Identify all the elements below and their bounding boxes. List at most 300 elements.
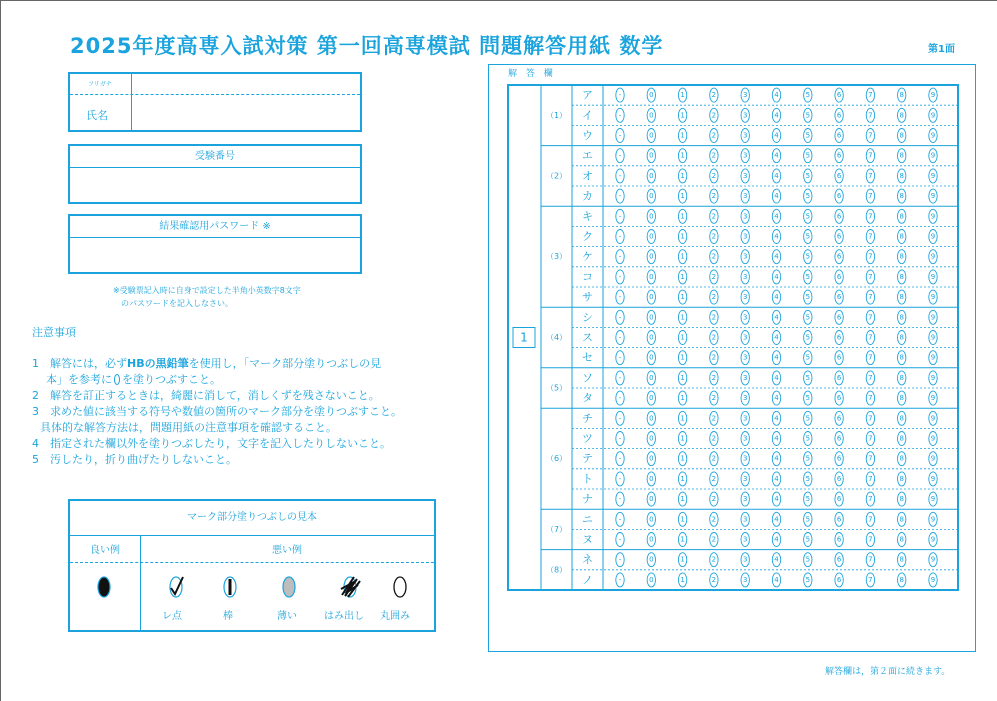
answer-bubble-digit: 4 xyxy=(774,171,779,180)
answer-bubble-digit: 7 xyxy=(868,414,873,423)
answer-bubble-digit: 8 xyxy=(899,434,904,443)
answer-bubble-digit: 3 xyxy=(742,313,748,322)
answer-bubble-digit: 1 xyxy=(680,252,685,261)
answer-bubble-digit: 8 xyxy=(899,414,904,423)
answer-bubble-digit: 7 xyxy=(868,353,873,362)
answer-bubble-digit: - xyxy=(618,151,622,160)
answer-bubble-digit: - xyxy=(618,555,622,564)
answer-bubble-digit: 3 xyxy=(742,535,748,544)
answer-bubble-digit: 3 xyxy=(742,272,748,281)
answer-bubble-digit: 4 xyxy=(774,535,779,544)
answer-bubble-digit: 8 xyxy=(899,394,904,403)
answer-bubble-digit: 6 xyxy=(836,313,842,322)
exam-number-title: 受験番号 xyxy=(70,146,360,168)
answer-bubble-digit: 1 xyxy=(680,232,685,241)
answer-bubble-digit: 9 xyxy=(930,313,936,322)
answer-bubble-digit: 3 xyxy=(742,91,748,100)
answer-row-label: ス xyxy=(582,331,593,344)
answer-bubble-digit: 1 xyxy=(680,272,685,281)
continue-note: 解答欄は，第２面に続きます。 xyxy=(825,667,951,677)
answer-row-label: ソ xyxy=(582,371,593,385)
answer-bubble-digit: 0 xyxy=(649,555,654,564)
answer-bubble-digit: 4 xyxy=(774,394,779,403)
note-item-4: 4 指定された欄以外を塗りつぶしたり，文字を記入したりしないこと。 xyxy=(32,437,391,450)
answer-bubble-digit: 8 xyxy=(899,192,904,201)
answer-row-label: ウ xyxy=(582,129,593,142)
answer-bubble-digit: 8 xyxy=(899,131,904,140)
answer-bubble-digit: 5 xyxy=(805,474,811,483)
answer-bubble-digit: - xyxy=(618,454,622,463)
answer-bubble-digit: 9 xyxy=(930,474,936,483)
answer-bubble-digit: 9 xyxy=(930,414,936,423)
answer-bubble-digit: 0 xyxy=(649,131,654,140)
answer-bubble-digit: 9 xyxy=(930,575,936,584)
answer-bubble-digit: 2 xyxy=(711,131,717,140)
answer-bubble-digit: 8 xyxy=(899,333,904,342)
answer-bubble-digit: 6 xyxy=(836,272,842,281)
answer-bubble-digit: 7 xyxy=(868,212,873,221)
answer-bubble-digit: 5 xyxy=(805,434,811,443)
answer-bubble-digit: 0 xyxy=(649,91,654,100)
answer-bubble-digit: 9 xyxy=(930,151,936,160)
answer-bubble-digit: 2 xyxy=(711,212,717,221)
answer-bubble-digit: 4 xyxy=(774,414,779,423)
answer-bubble-digit: - xyxy=(618,293,622,302)
answer-bubble-digit: 0 xyxy=(649,454,654,463)
answer-bubble-digit: 0 xyxy=(649,232,654,241)
answer-bubble-digit: - xyxy=(618,373,622,382)
answer-bubble-digit: 1 xyxy=(680,151,685,160)
answer-row-label: ツ xyxy=(582,432,593,445)
answer-bubble-digit: - xyxy=(618,414,622,423)
answer-bubble-digit: 2 xyxy=(711,353,717,362)
answer-bubble-digit: 1 xyxy=(680,454,685,463)
answer-bubble-digit: 4 xyxy=(774,515,779,524)
answer-bubble-digit: 7 xyxy=(868,171,873,180)
answer-bubble-digit: 4 xyxy=(774,333,779,342)
answer-bubble-digit: - xyxy=(618,515,622,524)
answer-row-label: テ xyxy=(582,452,593,466)
answer-bubble-digit: 0 xyxy=(649,192,654,201)
answer-bubble-digit: 0 xyxy=(649,333,654,342)
answer-bubble-digit: 2 xyxy=(711,313,717,322)
answer-bubble-digit: 3 xyxy=(742,232,748,241)
answer-bubble-digit: 1 xyxy=(680,373,685,382)
answer-bubble-digit: 2 xyxy=(711,515,717,524)
answer-bubble-digit: 9 xyxy=(930,131,936,140)
answer-bubble-digit: 9 xyxy=(930,394,936,403)
note-item-5: 5 汚したり，折り曲げたりしないこと。 xyxy=(32,453,237,466)
answer-bubble-digit: 5 xyxy=(805,192,811,201)
answer-bubble-digit: 8 xyxy=(899,212,904,221)
answer-bubble-digit: 6 xyxy=(836,454,842,463)
answer-bubble-digit: - xyxy=(618,192,622,201)
answer-bubble-digit: 3 xyxy=(742,192,748,201)
answer-bubble-digit: 7 xyxy=(868,515,873,524)
answer-bubble-digit: 2 xyxy=(711,394,717,403)
answer-bubble-digit: 4 xyxy=(774,313,779,322)
answer-bubble-digit: 0 xyxy=(649,474,654,483)
answer-bubble-digit: 1 xyxy=(680,434,685,443)
answer-bubble-digit: 6 xyxy=(836,293,842,302)
answer-bubble-digit: - xyxy=(618,535,622,544)
answer-bubble-digit: 6 xyxy=(836,515,842,524)
answer-bubble-digit: 3 xyxy=(742,495,748,504)
answer-bubble-digit: 6 xyxy=(836,353,842,362)
answer-bubble-digit: 2 xyxy=(711,171,717,180)
answer-bubble-digit: 5 xyxy=(805,252,811,261)
answer-bubble-digit: 3 xyxy=(742,353,748,362)
note-item-3: 3 求めた値に該当する符号や数値の箇所のマーク部分を塗りつぶすこと。 xyxy=(32,405,402,418)
answer-row-label: チ xyxy=(582,411,593,425)
answer-bubble-digit: 2 xyxy=(711,333,717,342)
answer-bubble-digit: 1 xyxy=(680,212,685,221)
answer-bubble-digit: 1 xyxy=(680,353,685,362)
group-label: （1） xyxy=(545,110,568,120)
answer-row-label: ア xyxy=(582,88,593,102)
answer-bubble-digit: 5 xyxy=(805,495,811,504)
answer-bubble-digit: 9 xyxy=(930,171,936,180)
answer-row-label: ト xyxy=(582,472,593,486)
answer-bubble-digit: 6 xyxy=(836,434,842,443)
answer-bubble-digit: 2 xyxy=(711,111,717,120)
answer-bubble-digit: 8 xyxy=(899,555,904,564)
answer-bubble-digit: - xyxy=(618,232,622,241)
answer-bubble-digit: 4 xyxy=(774,575,779,584)
marking-sample-title: マーク部分塗りつぶしの見本 xyxy=(187,512,317,523)
bad-example-label-overflow: はみ出し xyxy=(324,611,364,622)
answer-bubble-digit: - xyxy=(618,495,622,504)
answer-bubble-digit: 6 xyxy=(836,474,842,483)
answer-bubble-digit: 7 xyxy=(868,293,873,302)
answer-bubble-digit: 2 xyxy=(711,454,717,463)
answer-bubble-digit: 7 xyxy=(868,474,873,483)
answer-bubble-digit: 4 xyxy=(774,495,779,504)
bad-example-label-faint: 薄い xyxy=(277,611,297,622)
group-label: （5） xyxy=(545,383,568,393)
answer-bubble-digit: 3 xyxy=(742,575,748,584)
answer-bubble-digit: 1 xyxy=(680,192,685,201)
answer-bubble-digit: 9 xyxy=(930,333,936,342)
answer-bubble-digit: 8 xyxy=(899,272,904,281)
answer-bubble-digit: 9 xyxy=(930,91,936,100)
answer-bubble-digit: 3 xyxy=(742,293,748,302)
answer-bubble-digit: 2 xyxy=(711,91,717,100)
note-bold-text: HBの黒鉛筆 xyxy=(127,357,189,370)
answer-bubble-digit: - xyxy=(618,394,622,403)
answer-bubble-digit: 9 xyxy=(930,535,936,544)
answer-bubble-digit: 9 xyxy=(930,111,936,120)
answer-bubble-digit: 6 xyxy=(836,111,842,120)
answer-bubble-digit: 0 xyxy=(649,353,654,362)
answer-bubble-digit: - xyxy=(618,212,622,221)
answer-bubble-digit: 6 xyxy=(836,131,842,140)
answer-bubble-digit: 7 xyxy=(868,252,873,261)
answer-bubble-digit: 8 xyxy=(899,353,904,362)
answer-bubble-digit: 6 xyxy=(836,414,842,423)
answer-bubble-digit: - xyxy=(618,434,622,443)
answer-bubble-digit: 7 xyxy=(868,272,873,281)
answer-bubble-digit: 8 xyxy=(899,151,904,160)
answer-bubble-digit: 3 xyxy=(742,131,748,140)
answer-row-label: オ xyxy=(582,169,593,183)
answer-bubble-digit: 4 xyxy=(774,353,779,362)
answer-bubble-digit: 0 xyxy=(649,171,654,180)
answer-bubble-digit: 6 xyxy=(836,394,842,403)
answer-bubble-digit: 5 xyxy=(805,394,811,403)
answer-bubble-digit: 0 xyxy=(649,313,654,322)
answer-bubble-digit: 7 xyxy=(868,111,873,120)
answer-bubble-digit: 9 xyxy=(930,252,936,261)
answer-bubble-digit: 4 xyxy=(774,192,779,201)
answer-bubble-digit: 4 xyxy=(774,111,779,120)
answer-bubble-digit: 5 xyxy=(805,232,811,241)
answer-bubble-digit: 1 xyxy=(680,313,685,322)
answer-bubble-digit: 5 xyxy=(805,171,811,180)
answer-bubble-digit: 2 xyxy=(711,272,717,281)
answer-bubble-digit: 8 xyxy=(899,474,904,483)
answer-row-label: カ xyxy=(582,189,593,203)
answer-bubble-digit: - xyxy=(618,474,622,483)
group-label: （2） xyxy=(545,171,568,181)
answer-bubble-digit: 7 xyxy=(868,333,873,342)
note-item-2: 2 解答を訂正するときは，綺麗に消して，消しくずを残さないこと。 xyxy=(32,389,380,402)
answer-bubble-digit: 1 xyxy=(680,131,685,140)
answer-bubble-digit: - xyxy=(618,313,622,322)
answer-bubble-digit: 9 xyxy=(930,515,936,524)
answer-bubble-digit: - xyxy=(618,575,622,584)
answer-bubble-digit: 3 xyxy=(742,212,748,221)
group-label: （8） xyxy=(545,565,568,575)
answer-bubble-digit: 9 xyxy=(930,293,936,302)
answer-bubble-digit: 3 xyxy=(742,515,748,524)
answer-bubble-digit: 3 xyxy=(742,252,748,261)
answer-bubble-digit: 7 xyxy=(868,192,873,201)
answer-bubble-digit: 4 xyxy=(774,373,779,382)
answer-bubble-digit: - xyxy=(618,131,622,140)
answer-bubble-digit: 4 xyxy=(774,212,779,221)
answer-bubble-digit: 1 xyxy=(680,535,685,544)
answer-row-label: ケ xyxy=(582,250,593,264)
answer-bubble-digit: 4 xyxy=(774,131,779,140)
answer-row-label: ネ xyxy=(582,553,593,567)
answer-bubble-digit: 4 xyxy=(774,454,779,463)
answer-bubble-digit: 6 xyxy=(836,151,842,160)
answer-bubble-digit: 2 xyxy=(711,192,717,201)
answer-bubble-digit: 8 xyxy=(899,252,904,261)
answer-row-label: タ xyxy=(582,391,593,405)
answer-row-label: ク xyxy=(582,230,593,243)
answer-bubble-digit: - xyxy=(618,333,622,342)
answer-bubble-digit: 2 xyxy=(711,555,717,564)
answer-bubble-digit: 7 xyxy=(868,434,873,443)
note-text: 1 解答には，必ず xyxy=(32,357,127,370)
answer-bubble-digit: - xyxy=(618,171,622,180)
answer-bubble-digit: 3 xyxy=(742,555,748,564)
answer-bubble-digit: 3 xyxy=(742,394,748,403)
bad-example-label-check: レ点 xyxy=(162,611,182,622)
answer-bubble-digit: 9 xyxy=(930,272,936,281)
answer-bubble-digit: 0 xyxy=(649,535,654,544)
answer-bubble-digit: 2 xyxy=(711,414,717,423)
answer-row-label: エ xyxy=(582,149,593,163)
answer-bubble-digit: 5 xyxy=(805,575,811,584)
answer-bubble-digit: 4 xyxy=(774,272,779,281)
answer-bubble-digit: 5 xyxy=(805,515,811,524)
answer-bubble-digit: 2 xyxy=(711,434,717,443)
answer-bubble-digit: 6 xyxy=(836,232,842,241)
answer-bubble-digit: 0 xyxy=(649,151,654,160)
answer-bubble-digit: 9 xyxy=(930,212,936,221)
answer-bubble-digit: 3 xyxy=(742,111,748,120)
answer-bubble-digit: 5 xyxy=(805,313,811,322)
answer-bubble-digit: 6 xyxy=(836,575,842,584)
answer-bubble-digit: 1 xyxy=(680,555,685,564)
answer-bubble-digit: 8 xyxy=(899,313,904,322)
answer-grid-border xyxy=(508,85,958,590)
answer-bubble-digit: 6 xyxy=(836,333,842,342)
answer-bubble-digit: 0 xyxy=(649,293,654,302)
answer-bubble-digit: 0 xyxy=(649,575,654,584)
answer-bubble-digit: 5 xyxy=(805,151,811,160)
answer-bubble-digit: 6 xyxy=(836,252,842,261)
answer-bubble-digit: 6 xyxy=(836,171,842,180)
answer-row-label: サ xyxy=(582,290,593,304)
answer-bubble-digit: 7 xyxy=(868,535,873,544)
page-number: 第1面 xyxy=(928,44,955,55)
answer-bubble-digit: 1 xyxy=(680,474,685,483)
answer-bubble-digit: 0 xyxy=(649,272,654,281)
answer-bubble-digit: 3 xyxy=(742,434,748,443)
answer-bubble-digit: 1 xyxy=(680,394,685,403)
answer-bubble-digit: 2 xyxy=(711,575,717,584)
answer-bubble-digit: 6 xyxy=(836,555,842,564)
group-label: （7） xyxy=(545,524,568,534)
bad-example-label-circled: 丸囲み xyxy=(380,611,410,622)
page-title: 2025年度高専入試対策 第一回高専模試 問題解答用紙 数学 xyxy=(70,34,664,58)
bad-example-label-bar: 棒 xyxy=(223,611,233,622)
answer-bubble-digit: 5 xyxy=(805,293,811,302)
answer-bubble-digit: 7 xyxy=(868,454,873,463)
answer-bubble-digit: 6 xyxy=(836,535,842,544)
group-label: （6） xyxy=(545,454,568,464)
answer-bubble-digit: 7 xyxy=(868,575,873,584)
answer-bubble-digit: 7 xyxy=(868,495,873,504)
answer-bubble-digit: 3 xyxy=(742,373,748,382)
note-text: を塗りつぶすこと。 xyxy=(122,373,221,386)
answer-bubble-digit: 0 xyxy=(649,394,654,403)
group-label: （4） xyxy=(545,333,568,342)
answer-bubble-digit: 9 xyxy=(930,454,936,463)
answer-bubble-digit: 6 xyxy=(836,91,842,100)
good-example-label: 良い例 xyxy=(90,545,120,556)
answer-bubble-digit: 2 xyxy=(711,232,717,241)
answer-bubble-digit: - xyxy=(618,353,622,362)
answer-bubble-digit: 1 xyxy=(680,414,685,423)
answer-bubble-digit: 4 xyxy=(774,555,779,564)
password-title: 結果確認用パスワード ※ xyxy=(70,216,360,238)
answer-row-label: イ xyxy=(582,108,593,122)
answer-title: 解 答 欄 xyxy=(508,69,556,79)
note-text: 本」を参考に xyxy=(46,373,112,386)
answer-bubble-digit: 7 xyxy=(868,131,873,140)
answer-bubble-digit: 0 xyxy=(649,212,654,221)
name-label: 氏名 xyxy=(86,109,108,122)
answer-row-label: ナ xyxy=(582,492,593,506)
answer-bubble-digit: 6 xyxy=(836,212,842,221)
answer-row-label: キ xyxy=(582,209,593,223)
bad-example-label: 悪い例 xyxy=(272,545,302,556)
answer-bubble-digit: 1 xyxy=(680,333,685,342)
answer-bubble-digit: 5 xyxy=(805,272,811,281)
answer-bubble-digit: 5 xyxy=(805,535,811,544)
answer-bubble-digit: 1 xyxy=(680,91,685,100)
answer-bubble-digit: 5 xyxy=(805,131,811,140)
answer-row-label: セ xyxy=(582,351,593,365)
answer-bubble-digit: 8 xyxy=(899,171,904,180)
answer-bubble-digit: 4 xyxy=(774,91,779,100)
answer-bubble-digit: 8 xyxy=(899,373,904,382)
answer-bubble-digit: 5 xyxy=(805,414,811,423)
answer-bubble-digit: 4 xyxy=(774,232,779,241)
answer-bubble-digit: 7 xyxy=(868,555,873,564)
answer-bubble-digit: 3 xyxy=(742,151,748,160)
answer-bubble-digit: 0 xyxy=(649,434,654,443)
answer-bubble-digit: 6 xyxy=(836,192,842,201)
answer-bubble-digit: - xyxy=(618,111,622,120)
answer-bubble-digit: 0 xyxy=(649,111,654,120)
answer-bubble-digit: 1 xyxy=(680,171,685,180)
answer-bubble-digit: 0 xyxy=(649,515,654,524)
answer-bubble-digit: - xyxy=(618,272,622,281)
answer-bubble-digit: 5 xyxy=(805,111,811,120)
answer-bubble-digit: 5 xyxy=(805,212,811,221)
answer-bubble-digit: 0 xyxy=(649,252,654,261)
answer-bubble-digit: 8 xyxy=(899,293,904,302)
answer-bubble-digit: 9 xyxy=(930,373,936,382)
password-note-line1: ※受験票記入時に自身で設定した半角小英数字8文字 xyxy=(113,286,301,295)
answer-bubble-digit: 2 xyxy=(711,252,717,261)
answer-bubble-digit: 5 xyxy=(805,454,811,463)
answer-bubble-digit: 4 xyxy=(774,293,779,302)
answer-bubble-digit: 1 xyxy=(680,293,685,302)
answer-bubble-digit: 2 xyxy=(711,535,717,544)
answer-bubble-digit: 7 xyxy=(868,313,873,322)
section-number: 1 xyxy=(520,330,528,345)
answer-bubble-digit: 4 xyxy=(774,474,779,483)
answer-bubble-digit: 9 xyxy=(930,495,936,504)
answer-bubble-digit: 3 xyxy=(742,474,748,483)
answer-bubble-digit: 9 xyxy=(930,232,936,241)
answer-bubble-digit: 9 xyxy=(930,555,936,564)
answer-bubble-digit: 9 xyxy=(930,192,936,201)
note-item-3-cont: 具体的な解答方法は，問題用紙の注意事項を確認すること。 xyxy=(40,421,337,434)
answer-bubble-digit: 2 xyxy=(711,293,717,302)
answer-bubble-digit: 7 xyxy=(868,151,873,160)
answer-bubble-digit: 7 xyxy=(868,91,873,100)
answer-bubble-digit: 7 xyxy=(868,232,873,241)
answer-bubble-digit: 0 xyxy=(649,495,654,504)
answer-bubble-digit: 3 xyxy=(742,333,748,342)
answer-bubble-digit: 9 xyxy=(930,353,936,362)
answer-bubble-digit: 6 xyxy=(836,495,842,504)
answer-bubble-digit: 8 xyxy=(899,232,904,241)
answer-row-label: ニ xyxy=(582,512,593,526)
answer-bubble-digit: 0 xyxy=(649,414,654,423)
answer-bubble-digit: 8 xyxy=(899,91,904,100)
answer-bubble-digit: 5 xyxy=(805,353,811,362)
answer-bubble-digit: 3 xyxy=(742,454,748,463)
